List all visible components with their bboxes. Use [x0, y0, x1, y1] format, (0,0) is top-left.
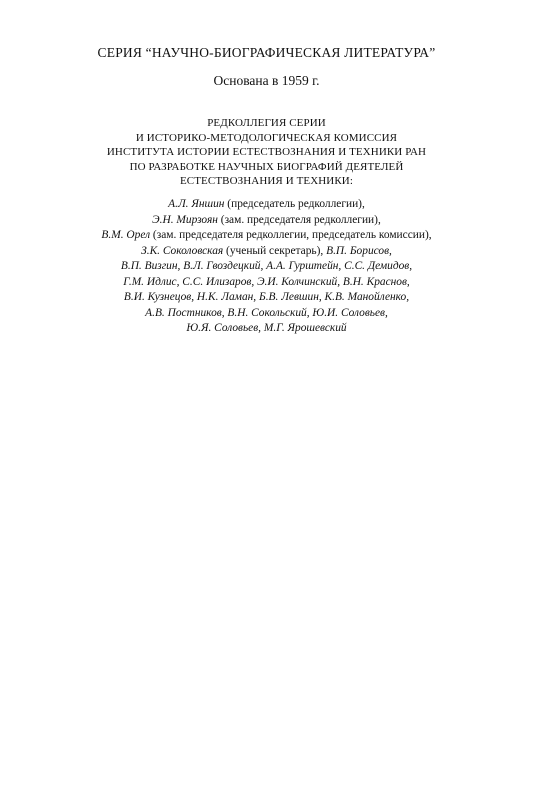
board-heading-line: ИНСТИТУТА ИСТОРИИ ЕСТЕСТВОЗНАНИЯ И ТЕХНИКИ РАН — [106, 146, 427, 158]
member-names: В.П. Борисов, — [326, 244, 392, 257]
board-members-list — [0, 197, 533, 337]
member-role: (ученый секретарь), — [223, 244, 327, 257]
board-heading-line: ПО РАЗРАБОТКЕ НАУЧНЫХ БИОГРАФИЙ ДЕЯТЕЛЕЙ — [129, 160, 404, 173]
member-names-row: Г.М. Идлис, С.С. Илизаров, Э.И. Колчинский, В.Н. Краснов, — [123, 275, 410, 288]
member-role: (зам. председателя редколлегии), — [217, 213, 381, 226]
editorial-board-heading — [0, 116, 533, 189]
member-name: В.М. Орел — [101, 229, 151, 241]
member-role: (председатель редколлегии), — [224, 198, 365, 210]
member-names-row: А.В. Постников, В.Н. Сокольский, Ю.И. Соловьев, — [145, 306, 388, 319]
member-row — [0, 244, 533, 260]
member-names-row: Ю.Я. Соловьев, М.Г. Ярошевский — [186, 322, 347, 334]
member-name: З.К. Соколовская — [141, 244, 224, 257]
series-title: СЕРИЯ “НАУЧНО-БИОГРАФИЧЕСКАЯ ЛИТЕРАТУРА” — [97, 45, 436, 60]
member-role: (зам. председателя редколлегии, председатель комиссии), — [150, 229, 432, 241]
board-heading-line: ЕСТЕСТВОЗНАНИЯ И ТЕХНИКИ: — [179, 175, 353, 187]
member-row — [0, 228, 533, 244]
member-row — [0, 197, 533, 213]
board-heading-line: РЕДКОЛЛЕГИЯ СЕРИИ — [207, 117, 326, 129]
member-name: Э.Н. Мирзоян — [152, 213, 218, 226]
member-names-row: В.П. Визгин, В.Л. Гвоздецкий, А.А. Гурштейн, С.С. Демидов, — [120, 260, 413, 272]
member-row — [0, 213, 533, 229]
board-heading-line: И ИСТОРИКО-МЕТОДОЛОГИЧЕСКАЯ КОМИССИЯ — [135, 131, 398, 144]
member-names-row: В.И. Кузнецов, Н.К. Ламан, Б.В. Левшин, К.В. Манойленко, — [123, 291, 410, 303]
member-name: А.Л. Яншин — [168, 198, 225, 210]
founded-year: Основана в 1959 г. — [213, 73, 320, 88]
